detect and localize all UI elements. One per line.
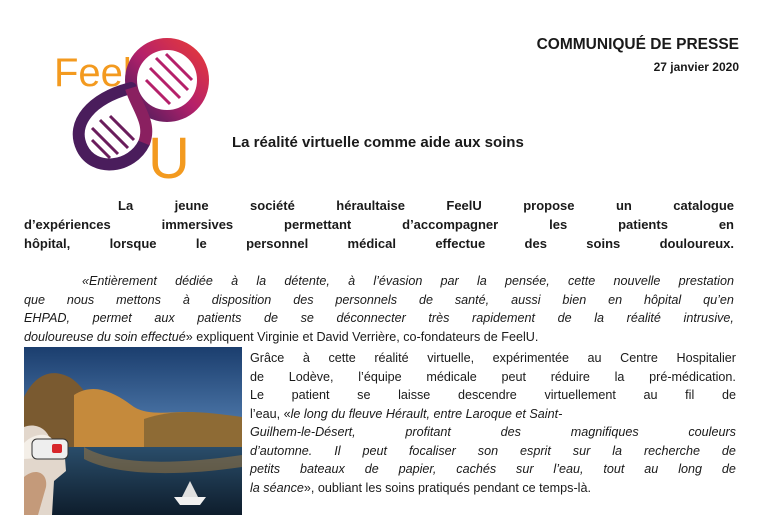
word: la — [256, 274, 267, 288]
word: détente, — [284, 274, 330, 288]
word: à — [348, 274, 356, 288]
word: au — [644, 462, 659, 476]
word: Lodève, — [288, 369, 334, 384]
word: de — [263, 311, 278, 325]
word: de — [418, 292, 433, 307]
word: fil — [685, 388, 695, 402]
word: patients — [197, 311, 242, 325]
word: mettons — [116, 292, 161, 307]
body-line — [250, 479, 736, 498]
word: profitant — [405, 425, 451, 439]
word: long — [678, 462, 702, 476]
body-line — [250, 386, 736, 405]
word: permet — [92, 311, 132, 325]
word: réalité — [374, 351, 409, 365]
word: focaliser — [408, 443, 456, 458]
word: cachés — [456, 462, 497, 476]
word: des — [293, 292, 314, 307]
body-line — [250, 423, 736, 442]
body-line — [250, 368, 736, 387]
word: Hospitalier — [676, 351, 736, 365]
quote-line — [24, 328, 734, 347]
quote-paragraph — [24, 272, 734, 346]
word: aux — [154, 311, 175, 325]
word: de — [364, 462, 379, 476]
quote-line — [24, 272, 734, 291]
body-line — [250, 405, 736, 424]
headline: La réalité virtuelle comme aide aux soins — [232, 134, 524, 151]
word: aussi — [511, 292, 541, 307]
word: peut — [362, 443, 387, 458]
word: dédiée — [175, 274, 213, 288]
word: laisse — [398, 388, 431, 402]
word: par — [440, 274, 459, 288]
word: réalité — [626, 311, 661, 325]
word: «Entièrement — [82, 274, 157, 288]
word: son — [477, 443, 499, 458]
word: hôpital — [644, 292, 682, 307]
word: sur — [572, 443, 591, 458]
document-type: COMMUNIQUÉ DE PRESSE — [536, 36, 739, 53]
word: pré-médication. — [649, 369, 736, 384]
word: descendre — [457, 388, 517, 402]
word: réduire — [550, 369, 590, 384]
body-text: l’eau, « — [250, 406, 291, 421]
word: sur — [516, 462, 534, 476]
word: l’eau, — [553, 462, 584, 476]
word: d’automne. — [250, 443, 313, 458]
vr-river-photo — [24, 347, 242, 515]
word: de — [557, 311, 572, 325]
word: papier, — [398, 462, 437, 476]
svg-text:U: U — [148, 126, 190, 183]
lead-paragraph — [24, 196, 734, 253]
lead-line: d’expériences immersives permettant d’accompagner les patients en — [24, 217, 734, 232]
word: patient — [291, 388, 330, 402]
word: au — [643, 388, 658, 402]
word: se — [300, 311, 314, 325]
word: Centre — [620, 351, 658, 365]
word: médicale — [426, 369, 477, 384]
body-line — [250, 442, 736, 461]
word: rapidement — [472, 311, 536, 325]
word: cette — [568, 274, 596, 288]
body-line — [250, 349, 736, 368]
word: la — [594, 311, 605, 325]
word: bateaux — [299, 462, 345, 476]
word: la — [614, 369, 625, 384]
word: santé, — [454, 292, 490, 307]
word: en — [608, 292, 623, 307]
word: petits — [250, 462, 281, 476]
word: déconnecter — [336, 311, 406, 325]
word: prestation — [678, 274, 734, 288]
word: nous — [66, 292, 95, 307]
word: très — [428, 311, 450, 325]
word: couleurs — [688, 425, 736, 439]
word: la — [476, 274, 487, 288]
word: Guilhem-le-Désert, — [250, 425, 356, 439]
svg-text:Feel: Feel — [54, 51, 132, 95]
word: de — [721, 388, 736, 402]
word: de — [721, 443, 736, 458]
body-text: le long du fleuve Hérault, entre Laroque et Saint- — [290, 406, 563, 421]
word: recherche — [643, 443, 700, 458]
word: de — [721, 462, 736, 476]
word: l’évasion — [373, 274, 423, 288]
word: EHPAD, — [24, 311, 70, 325]
body-paragraph — [250, 349, 736, 497]
word: la — [612, 443, 623, 458]
word: l’équipe — [358, 369, 402, 384]
word: expérimentée — [492, 351, 569, 365]
word: des — [500, 425, 521, 439]
word: disposition — [211, 292, 272, 307]
word: bien — [562, 292, 587, 307]
word: au — [587, 351, 602, 365]
word: pensée, — [504, 274, 550, 288]
body-text: », oubliant les soins pratiqués pendant ce temps-là. — [303, 480, 591, 495]
word: intrusive, — [683, 311, 734, 325]
word: magnifiques — [570, 425, 639, 439]
quote-line — [24, 309, 734, 328]
press-date: 27 janvier 2020 — [653, 60, 739, 74]
lead-line: hôpital, lorsque le personnel médical effectue des soins douloureux. — [24, 236, 734, 251]
quote-text: douloureuse du soin effectué — [24, 329, 186, 344]
word: se — [357, 388, 371, 402]
word: à — [182, 292, 190, 307]
quote-line — [24, 291, 734, 310]
body-line — [250, 460, 736, 479]
word: Grâce — [250, 351, 285, 365]
feelu-logo — [52, 28, 212, 183]
quote-text: » expliquent Virginie et David Verrière, co-fondateurs de FeelU. — [185, 329, 539, 344]
word: de — [250, 369, 265, 384]
word: Il — [334, 443, 341, 458]
word: nouvelle — [613, 274, 661, 288]
word: esprit — [520, 443, 551, 458]
word: à — [231, 274, 239, 288]
body-text: la séance — [250, 480, 304, 495]
word: qu’en — [703, 292, 734, 307]
word: personnels — [335, 292, 398, 307]
word: cette — [328, 351, 356, 365]
word: peut — [501, 369, 526, 384]
word: virtuellement — [544, 388, 616, 402]
word: virtuelle, — [427, 351, 475, 365]
word: que — [24, 292, 46, 307]
lead-line: La jeune société héraultaise FeelU propose un catalogue — [118, 198, 734, 213]
word: Le — [250, 388, 265, 402]
word: tout — [603, 462, 625, 476]
word: à — [302, 351, 310, 365]
